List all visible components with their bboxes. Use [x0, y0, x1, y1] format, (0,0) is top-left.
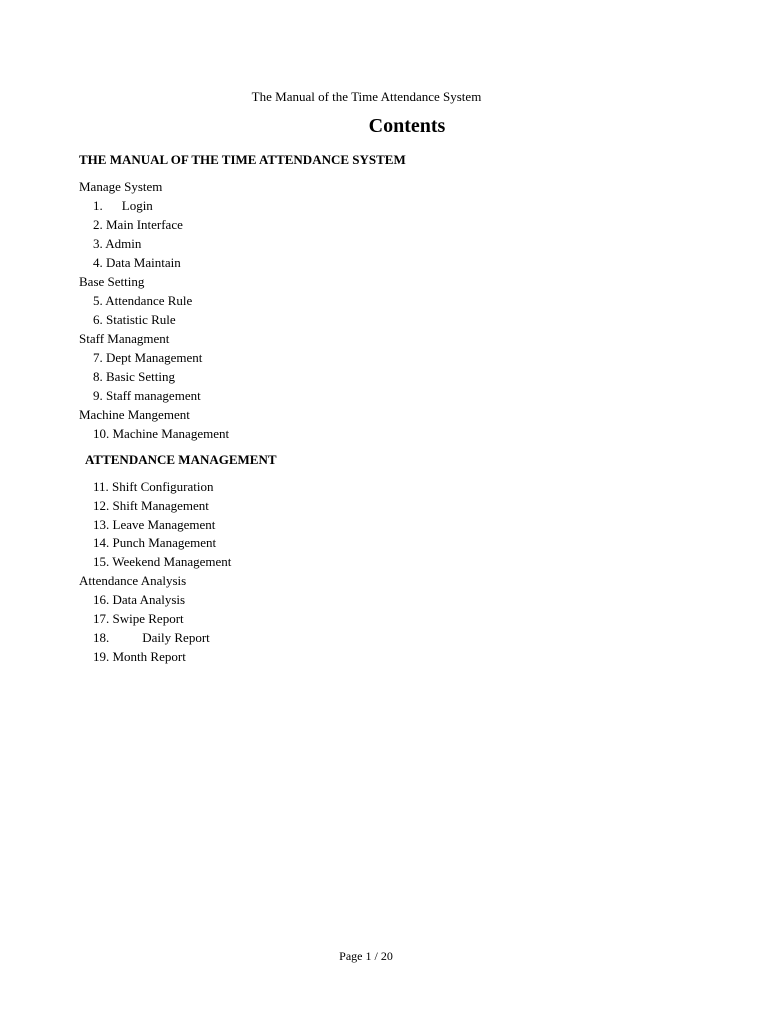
- toc-item-number: 16.: [93, 592, 110, 607]
- toc-attendance-heading[interactable]: ATTENDANCE MANAGEMENT: [85, 452, 277, 467]
- toc-item-number: 14.: [93, 535, 110, 550]
- toc-item-number: 13.: [93, 517, 110, 532]
- toc-item-month-report[interactable]: [93, 649, 186, 665]
- toc-item-number: 4.: [93, 255, 103, 270]
- toc-item-label: Leave Management: [112, 517, 216, 532]
- toc-item-data-maintain[interactable]: [93, 255, 181, 271]
- toc-item-attendance-rule[interactable]: [93, 293, 192, 309]
- toc-item-label: Weekend Management: [112, 554, 232, 569]
- toc-item-label: Shift Configuration: [112, 479, 214, 494]
- toc-section-manage-system[interactable]: Manage System: [79, 179, 163, 194]
- toc-section-machine-mangement[interactable]: Machine Mangement: [79, 407, 190, 422]
- toc-item-main-interface[interactable]: [93, 217, 183, 233]
- toc-item-shift-configuration[interactable]: [93, 479, 214, 495]
- toc-item-number: 8.: [93, 369, 103, 384]
- toc-item-label: Statistic Rule: [106, 312, 176, 327]
- toc-item-staff-management[interactable]: [93, 388, 201, 404]
- toc-item-dept-management[interactable]: [93, 350, 202, 366]
- toc-item-leave-management[interactable]: [93, 517, 215, 533]
- toc-item-number: 11.: [93, 479, 109, 494]
- toc-item-label: Attendance Rule: [105, 293, 193, 308]
- toc-item-number: 9.: [93, 388, 103, 403]
- page-number: Page 1 / 20: [339, 949, 393, 963]
- contents-title: Contents: [368, 115, 446, 137]
- toc-item-swipe-report[interactable]: [93, 611, 184, 627]
- toc-item-label: Machine Management: [112, 426, 230, 441]
- toc-item-number: 5.: [93, 293, 103, 308]
- toc-item-number: 1.: [93, 198, 103, 213]
- toc-item-label: Basic Setting: [106, 369, 175, 384]
- toc-item-number: 6.: [93, 312, 103, 327]
- running-title: The Manual of the Time Attendance System: [251, 89, 482, 104]
- toc-section-base-setting[interactable]: Base Setting: [79, 274, 145, 289]
- toc-item-number: 17.: [93, 611, 110, 626]
- toc-item-label: Data Analysis: [112, 592, 186, 607]
- toc-item-number: 3.: [93, 236, 103, 251]
- toc-item-label: Main Interface: [106, 217, 183, 232]
- toc-item-number: 12.: [93, 498, 110, 513]
- toc-item-admin[interactable]: [93, 236, 141, 252]
- toc-item-weekend-management[interactable]: [93, 554, 231, 570]
- toc-item-number: 18.: [93, 630, 110, 645]
- toc-item-label: Daily Report: [142, 630, 210, 645]
- toc-item-login[interactable]: [93, 198, 153, 214]
- toc-item-number: 2.: [93, 217, 103, 232]
- toc-item-number: 15.: [93, 554, 110, 569]
- toc-item-number: 19.: [93, 649, 110, 664]
- toc-item-shift-management[interactable]: [93, 498, 209, 514]
- toc-item-label: Staff management: [106, 388, 201, 403]
- toc-item-label: Swipe Report: [112, 611, 184, 626]
- toc-item-daily-report[interactable]: [93, 630, 210, 646]
- toc-item-label: Login: [121, 198, 153, 213]
- toc-main-heading[interactable]: THE MANUAL OF THE TIME ATTENDANCE SYSTEM: [79, 152, 406, 167]
- toc-item-number: 7.: [93, 350, 103, 365]
- toc-item-statistic-rule[interactable]: [93, 312, 176, 328]
- toc-item-number: 10.: [93, 426, 110, 441]
- toc-section-attendance-analysis[interactable]: Attendance Analysis: [79, 573, 187, 588]
- toc-item-label: Punch Management: [112, 535, 217, 550]
- toc-section-staff-managment[interactable]: Staff Managment: [79, 331, 170, 346]
- toc-item-label: Data Maintain: [106, 255, 181, 270]
- toc-item-label: Month Report: [112, 649, 186, 664]
- toc-item-machine-management[interactable]: [93, 426, 229, 442]
- toc-item-label: Admin: [105, 236, 142, 251]
- toc-item-label: Dept Management: [106, 350, 203, 365]
- toc-item-basic-setting[interactable]: [93, 369, 175, 385]
- toc-item-label: Shift Management: [112, 498, 209, 513]
- toc-item-data-analysis[interactable]: [93, 592, 185, 608]
- toc-item-punch-management[interactable]: [93, 535, 216, 551]
